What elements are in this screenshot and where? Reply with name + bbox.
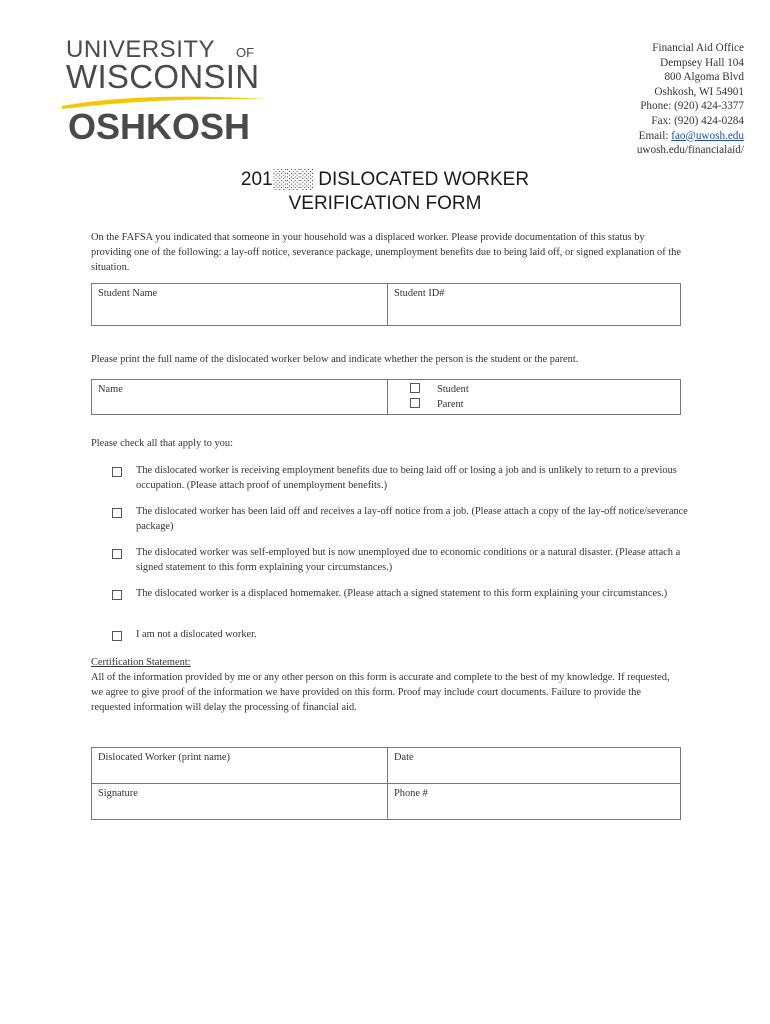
office-fax: Fax: (920) 424-0284: [651, 114, 744, 127]
worker-name-label: Name: [98, 384, 123, 395]
check-item-displaced-homemaker[interactable]: [112, 587, 692, 602]
worker-role-cell: [388, 380, 681, 415]
form-title: [0, 168, 770, 216]
office-name: Financial Aid Office: [652, 42, 744, 54]
intro-paragraph: On the FAFSA you indicated that someone in your household was a displaced worker. Please provide documentation of this status by providing one of the following: a lay-off notice, severance package, unemployment benefits due to being laid off, or signed explanation of the situation.: [91, 232, 681, 273]
student-checkbox[interactable]: [410, 383, 420, 393]
self-employed-checkbox[interactable]: [112, 549, 122, 559]
not-dislocated-checkbox[interactable]: [112, 631, 122, 641]
option-student-row[interactable]: [410, 382, 674, 397]
student-info-table: [91, 283, 681, 326]
certification-heading: Certification Statement:: [91, 657, 191, 668]
signature-label: Signature: [98, 788, 138, 799]
worker-print-name-cell[interactable]: [92, 748, 388, 784]
certification-statement: [91, 655, 683, 715]
check-item-not-dislocated[interactable]: [112, 628, 692, 643]
office-building: Dempsey Hall 104: [660, 56, 744, 69]
office-city: Oshkosh, WI 54901: [654, 85, 744, 98]
student-name-cell[interactable]: [92, 284, 388, 326]
check-item-unemployment-benefits[interactable]: [112, 464, 692, 493]
student-id-label: Student ID#: [394, 288, 445, 299]
office-website[interactable]: uwosh.edu/financialaid/: [636, 144, 744, 157]
option-student-label: Student: [437, 384, 469, 395]
phone-cell[interactable]: [388, 784, 681, 820]
office-street: 800 Algoma Blvd: [664, 71, 744, 84]
homemaker-checkbox[interactable]: [112, 590, 122, 600]
parent-checkbox[interactable]: [410, 398, 420, 408]
certification-text: All of the information provided by me or any other person on this form is accurate and complete to the best of my knowledge. If requested, we agree to give proof of the information we have provided on this form. Proof may include court documents. Failure to provide the requested information will delay the processing of financial aid.: [91, 672, 670, 713]
layoff-checkbox[interactable]: [112, 508, 122, 518]
office-phone: Phone: (920) 424-3377: [640, 100, 744, 113]
print-name-instruction: Please print the full name of the dislocated worker below and indicate whether the person is the student or the parent.: [91, 354, 579, 365]
signature-table: [91, 747, 681, 820]
signature-cell[interactable]: [92, 784, 388, 820]
date-cell[interactable]: [388, 748, 681, 784]
option-parent-label: Parent: [437, 399, 464, 410]
check-item-text: I am not a dislocated worker.: [136, 629, 257, 640]
worker-print-name-label: Dislocated Worker (print name): [98, 752, 230, 763]
university-logo: [60, 36, 275, 148]
logo-line-wisconsin: WISCONSIN: [66, 58, 260, 95]
check-item-text: The dislocated worker has been laid off and receives a lay-off notice from a job. (Please attach a copy of the lay-off notice/severance package): [136, 506, 688, 532]
date-label: Date: [394, 752, 414, 763]
check-item-layoff-notice[interactable]: [112, 505, 692, 534]
form-title-line2: VERIFICATION FORM: [288, 193, 482, 214]
logo-line-university: UNIVERSITY: [66, 36, 216, 63]
email-link[interactable]: fao@uwosh.edu: [671, 129, 744, 142]
form-title-line1: 201░░░ DISLOCATED WORKER: [240, 169, 530, 190]
student-id-cell[interactable]: [388, 284, 681, 326]
dislocated-worker-table: [91, 379, 681, 415]
email-label: Email:: [638, 129, 672, 142]
check-instruction: Please check all that apply to you:: [91, 438, 233, 449]
logo-line-oshkosh: OSHKOSH: [68, 106, 251, 147]
student-name-label: Student Name: [98, 288, 158, 299]
check-item-text: The dislocated worker is a displaced homemaker. (Please attach a signed statement to this form explaining your circumstances.): [136, 588, 668, 599]
check-item-text: The dislocated worker is receiving employment benefits due to being laid off or losing a job and is unlikely to return to a previous occupation. (Please attach proof of unemployment benefits.): [136, 465, 677, 491]
logo-line-of: OF: [236, 45, 255, 60]
unemployment-checkbox[interactable]: [112, 467, 122, 477]
option-parent-row[interactable]: [410, 397, 674, 412]
phone-label: Phone #: [394, 788, 428, 799]
check-item-text: The dislocated worker was self-employed but is now unemployed due to economic conditions or a natural disaster. (Please attach a signed statement to this form explaining your circumstances.): [136, 547, 681, 573]
worker-name-cell[interactable]: [92, 380, 388, 415]
check-item-self-employed[interactable]: [112, 546, 692, 575]
office-email-line: [637, 129, 744, 144]
office-address-block: [637, 41, 744, 158]
